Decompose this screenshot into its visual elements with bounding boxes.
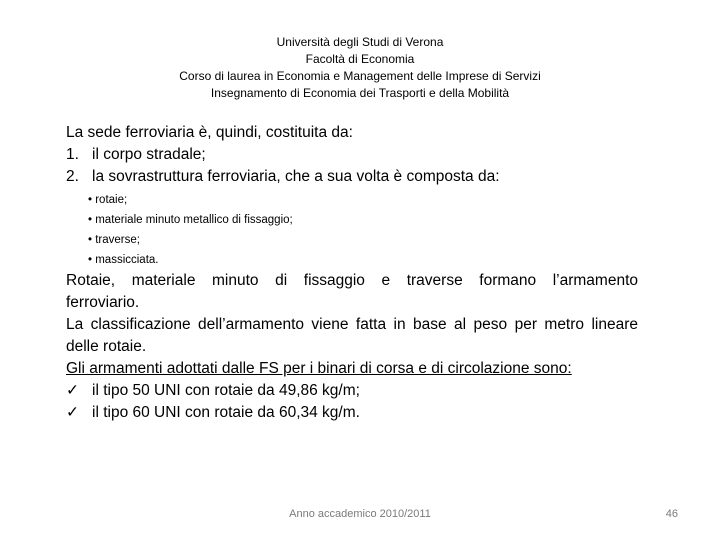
check-item: [66, 402, 638, 424]
list-number: 1.: [66, 146, 79, 163]
sublist-item: • materiale minuto metallico di fissaggio;: [88, 214, 293, 226]
check-item-text: il tipo 60 UNI con rotaie da 60,34 kg/m.: [92, 404, 360, 421]
fs-armamenti-heading: Gli armamenti adottati dalle FS per i binari di corsa e di circolazione sono:: [66, 360, 572, 377]
university-name: Università degli Studi di Verona: [276, 35, 444, 49]
list-item-text: la sovrastruttura ferroviaria, che a sua volta è composta da:: [92, 168, 500, 185]
sublist-item: • massicciata.: [88, 254, 159, 266]
sublist-item: • traverse;: [88, 234, 140, 246]
list-item: [66, 166, 638, 188]
slide-body: [66, 122, 638, 424]
armamento-paragraph-line1: Rotaie, materiale minuto di fissaggio e traverse formano l’armamento: [66, 272, 638, 289]
degree-course: Corso di laurea in Economia e Management delle Imprese di Servizi: [179, 69, 541, 83]
check-item: [66, 380, 638, 402]
list-number: 2.: [66, 168, 79, 185]
list-item-text: il corpo stradale;: [92, 146, 206, 163]
slide-header: [0, 34, 720, 102]
component-sublist: [88, 190, 638, 270]
classification-paragraph: La classificazione dell’armamento viene fatta in base al peso per metro lineare delle rotaie.: [66, 316, 638, 355]
course-title: Insegnamento di Economia dei Trasporti e della Mobilità: [210, 86, 510, 100]
faculty-name: Facoltà di Economia: [305, 52, 415, 66]
academic-year: Anno accademico 2010/2011: [289, 508, 431, 520]
sublist-item: • rotaie;: [88, 194, 128, 206]
check-item-text: il tipo 50 UNI con rotaie da 49,86 kg/m;: [92, 382, 360, 399]
checkmark-icon: ✓: [66, 404, 79, 421]
intro-text: La sede ferroviaria è, quindi, costituita da:: [66, 124, 353, 141]
list-item: [66, 144, 638, 166]
page-number: 46: [665, 508, 678, 520]
armamento-paragraph-line2: ferroviario.: [66, 294, 140, 311]
checkmark-icon: ✓: [66, 382, 79, 399]
